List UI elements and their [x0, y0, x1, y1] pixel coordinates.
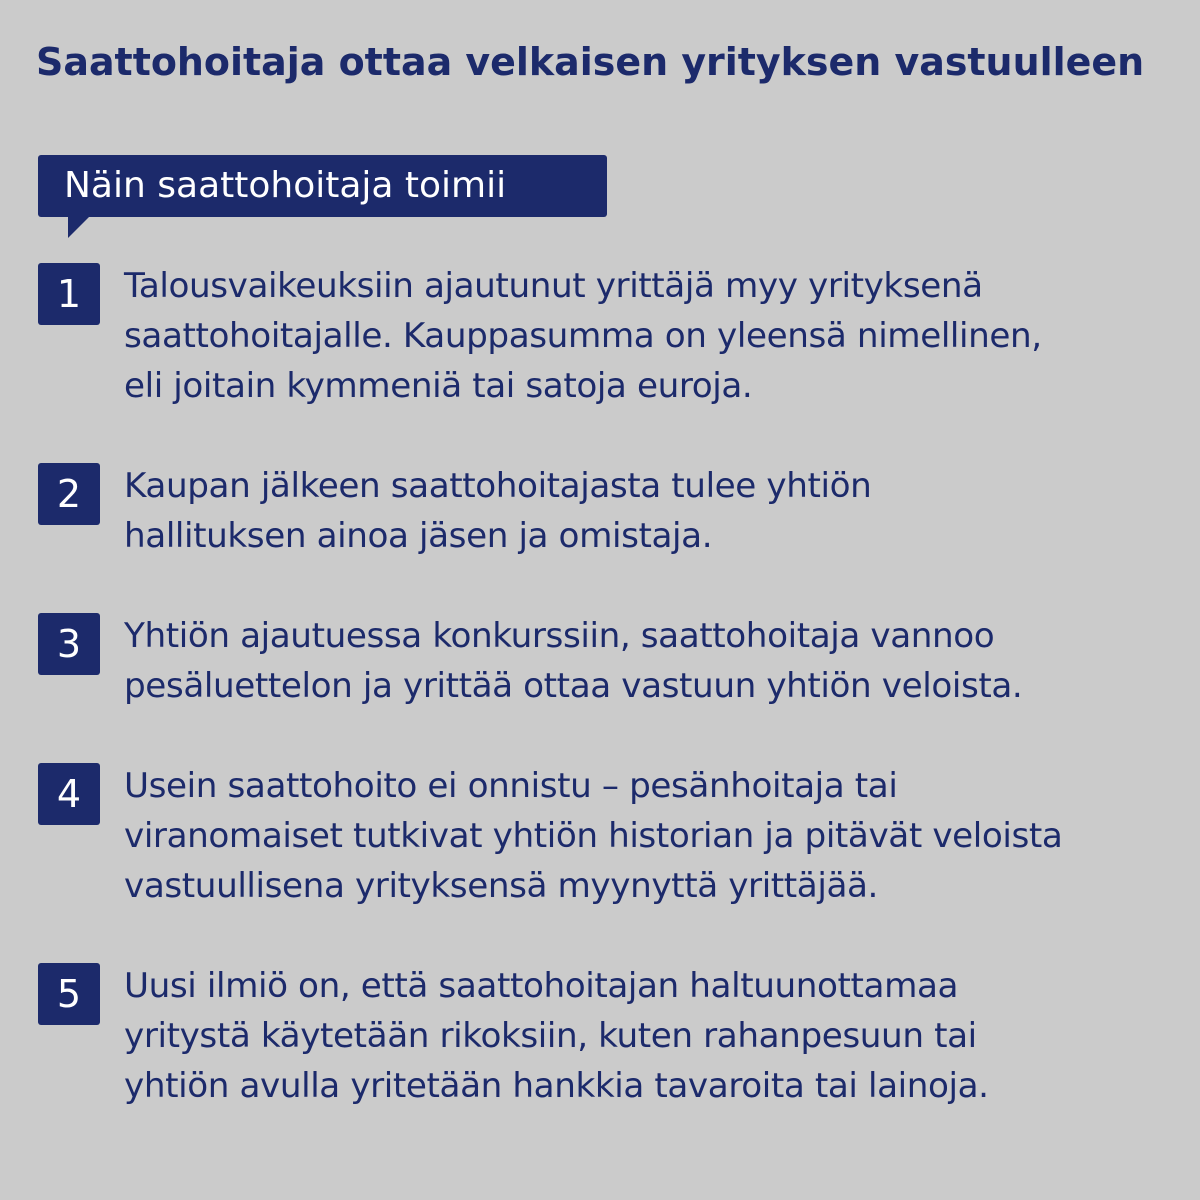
step-number-badge: 3 [38, 613, 100, 675]
step-text [124, 461, 1194, 561]
speech-bubble-tail [68, 216, 90, 238]
step-text-line: Usein saattohoito ei onnistu – pesänhoitaja tai [124, 766, 898, 806]
page-title: Saattohoitaja ottaa velkaisen yrityksen vastuulleen [36, 40, 1145, 84]
step-number-badge: 2 [38, 463, 100, 525]
step-text-line: viranomaiset tutkivat yhtiön historian ja pitävät veloista [124, 816, 1063, 856]
step-text-line: Uusi ilmiö on, että saattohoitajan haltuunottamaa [124, 966, 959, 1006]
step-text-line: Kaupan jälkeen saattohoitajasta tulee yhtiön [124, 466, 872, 506]
step-text [124, 261, 1194, 411]
step-text-line: yritystä käytetään rikoksiin, kuten rahanpesuun tai [124, 1016, 977, 1056]
step-number-badge: 1 [38, 263, 100, 325]
subtitle-text: Näin saattohoitaja toimii [64, 165, 507, 206]
step-text-line: yhtiön avulla yritetään hankkia tavaroita tai lainoja. [124, 1066, 989, 1106]
step-text-line: Yhtiön ajautuessa konkurssiin, saattohoitaja vannoo [124, 616, 995, 656]
step-text [124, 611, 1194, 711]
step-text-line: saattohoitajalle. Kauppasumma on yleensä nimellinen, [124, 316, 1042, 356]
step-text-line: hallituksen ainoa jäsen ja omistaja. [124, 516, 713, 556]
step-text [124, 761, 1194, 911]
step-text-line: pesäluettelon ja yrittää ottaa vastuun yhtiön veloista. [124, 666, 1023, 706]
step-text-line: Talousvaikeuksiin ajautunut yrittäjä myy yrityksenä [124, 266, 983, 306]
step-number-badge: 4 [38, 763, 100, 825]
step-text-line: vastuullisena yrityksensä myynyttä yrittäjää. [124, 866, 879, 906]
subtitle-banner [38, 155, 607, 217]
step-text-line: eli joitain kymmeniä tai satoja euroja. [124, 366, 753, 406]
step-text [124, 961, 1194, 1111]
step-number-badge: 5 [38, 963, 100, 1025]
